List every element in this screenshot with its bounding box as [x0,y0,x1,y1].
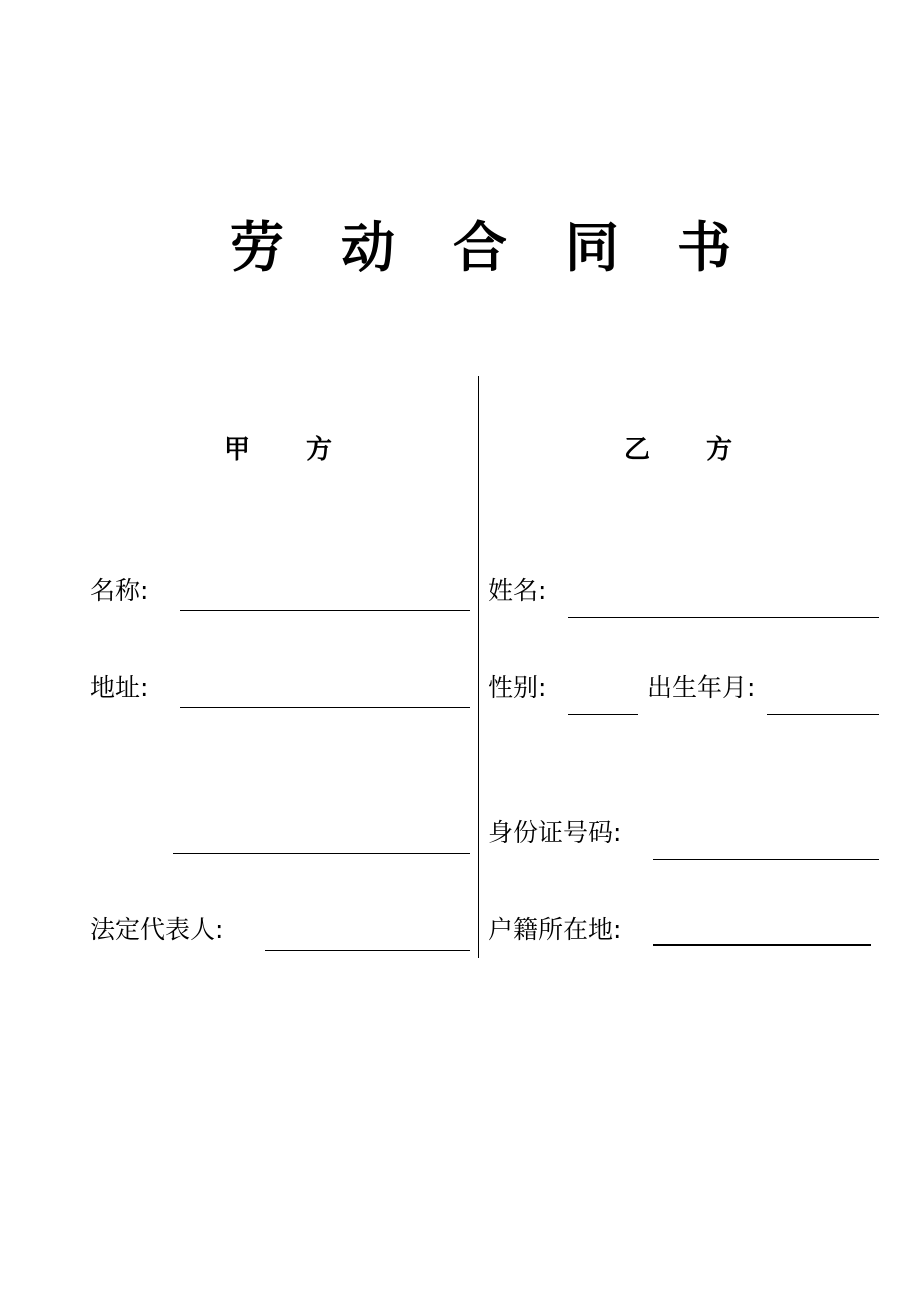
title-char-5: 书 [677,216,731,279]
party-b-id-field[interactable] [653,859,879,860]
party-b-name-field[interactable] [568,617,879,618]
title-char-1: 劳 [230,216,284,279]
party-b-gender-label: 性别: [488,673,547,702]
party-a-name-field[interactable] [180,610,470,611]
party-b-residence-field[interactable] [653,944,871,946]
title-char-3: 合 [453,216,507,279]
title-char-2: 动 [341,216,395,279]
column-divider [478,376,479,958]
party-a-address-field-line-2[interactable] [173,853,470,854]
party-a-heading-char-1: 甲 [224,435,251,465]
party-b-heading-char-2: 方 [706,435,733,465]
party-b-heading-char-1: 乙 [624,435,651,465]
party-b-name-label: 姓名: [488,576,547,605]
party-b-id-label: 身份证号码: [488,818,622,847]
party-a-legal-rep-label: 法定代表人: [90,915,224,944]
party-b-birth-field[interactable] [767,714,879,715]
party-b-residence-label: 户籍所在地: [488,915,622,944]
party-a-address-field[interactable] [180,707,470,708]
party-b-birth-label: 出生年月: [647,673,756,702]
party-a-heading-char-2: 方 [306,435,333,465]
party-a-name-label: 名称: [90,576,149,605]
title-char-4: 同 [565,216,619,279]
party-a-legal-rep-field[interactable] [265,950,470,951]
contract-title [0,208,920,288]
party-b-gender-field[interactable] [568,714,638,715]
party-a-address-label: 地址: [90,673,149,702]
